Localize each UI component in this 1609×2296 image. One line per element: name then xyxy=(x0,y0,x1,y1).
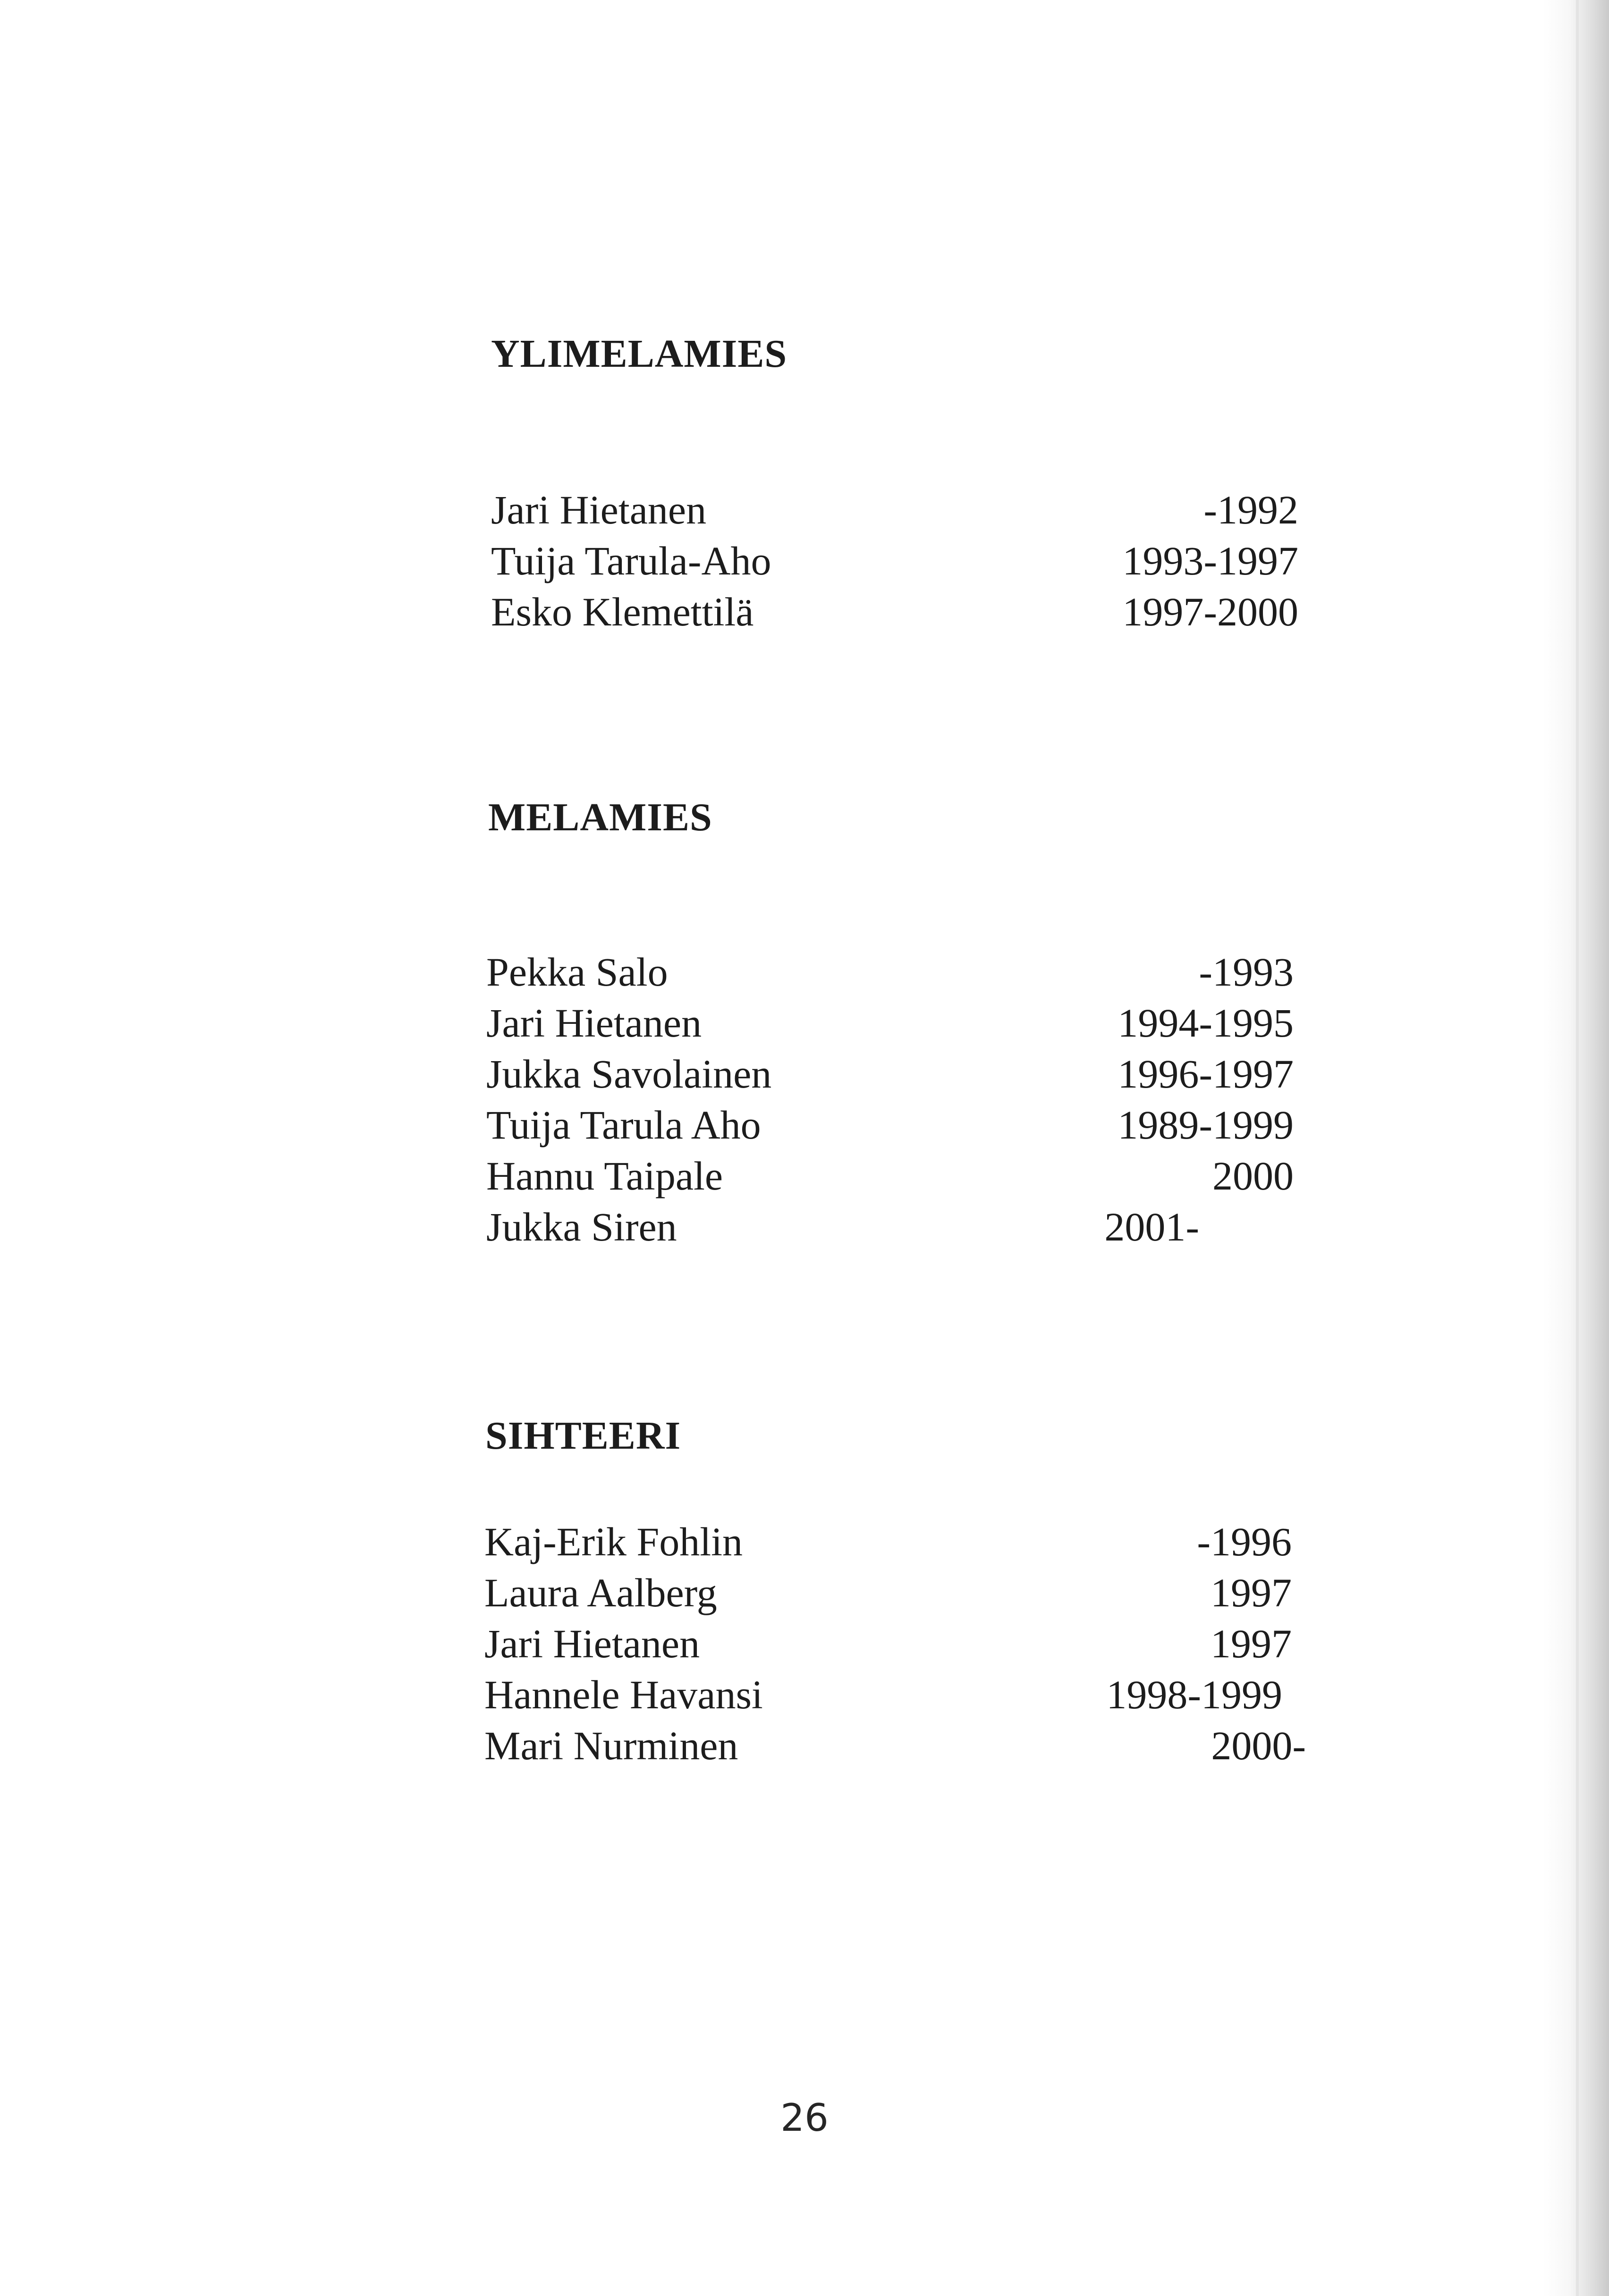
entry-list-melamies xyxy=(486,946,1294,1252)
list-item xyxy=(486,1099,1294,1150)
entry-name: Jukka Siren xyxy=(486,1204,677,1249)
list-item xyxy=(491,535,1298,586)
list-item xyxy=(486,946,1294,997)
section-heading-ylimelamies: YLIMELAMIES xyxy=(491,332,788,376)
entry-years: 1989-1999 xyxy=(1118,1102,1294,1148)
entry-list-ylimelamies xyxy=(491,484,1298,637)
entry-years: 1994-1995 xyxy=(1118,1000,1294,1046)
section-heading-sihteeri: SIHTEERI xyxy=(485,1414,681,1458)
list-item xyxy=(486,997,1294,1048)
entry-name: Pekka Salo xyxy=(486,949,668,995)
list-item xyxy=(491,484,1298,535)
entry-years: 1993-1997 xyxy=(1122,538,1298,583)
section-heading-melamies: MELAMIES xyxy=(488,795,712,839)
entry-name: Kaj-Erik Fohlin xyxy=(484,1519,743,1564)
entry-years: 1997-2000 xyxy=(1122,589,1298,634)
entry-name: Jukka Savolainen xyxy=(486,1051,772,1097)
entry-name: Laura Aalberg xyxy=(484,1570,717,1615)
entry-name: Tuija Tarula Aho xyxy=(486,1102,761,1148)
entry-name: Jari Hietanen xyxy=(486,1000,702,1046)
entry-years: -1993 xyxy=(1199,949,1294,995)
entry-years: 2000 xyxy=(1212,1153,1294,1199)
list-item xyxy=(484,1618,1292,1669)
page-edge-shadow xyxy=(1543,0,1609,2296)
entry-years: 2001- xyxy=(1104,1204,1199,1249)
list-item xyxy=(486,1150,1294,1201)
entry-name: Jari Hietanen xyxy=(484,1621,700,1666)
list-item xyxy=(486,1201,1294,1252)
entry-name: Hannele Havansi xyxy=(484,1672,763,1717)
list-item xyxy=(484,1720,1306,1771)
list-item xyxy=(484,1567,1292,1618)
list-item xyxy=(486,1048,1294,1099)
page-number: 26 xyxy=(780,2096,829,2140)
entry-name: Tuija Tarula-Aho xyxy=(491,538,771,583)
entry-years: 2000- xyxy=(1211,1723,1306,1768)
entry-years: 1996-1997 xyxy=(1118,1051,1294,1097)
entry-years: 1997 xyxy=(1211,1570,1292,1615)
entry-name: Jari Hietanen xyxy=(491,487,707,532)
entry-name: Hannu Taipale xyxy=(486,1153,723,1199)
entry-list-sihteeri xyxy=(484,1516,1306,1771)
list-item xyxy=(484,1516,1292,1567)
list-item xyxy=(484,1669,1292,1720)
entry-name: Mari Nurminen xyxy=(484,1723,738,1768)
list-item xyxy=(491,586,1298,637)
entry-years: -1992 xyxy=(1203,487,1298,532)
entry-years: 1997 xyxy=(1211,1621,1292,1666)
entry-years: 1998-1999 xyxy=(1106,1672,1282,1717)
entry-name: Esko Klemettilä xyxy=(491,589,754,634)
entry-years: -1996 xyxy=(1197,1519,1292,1564)
